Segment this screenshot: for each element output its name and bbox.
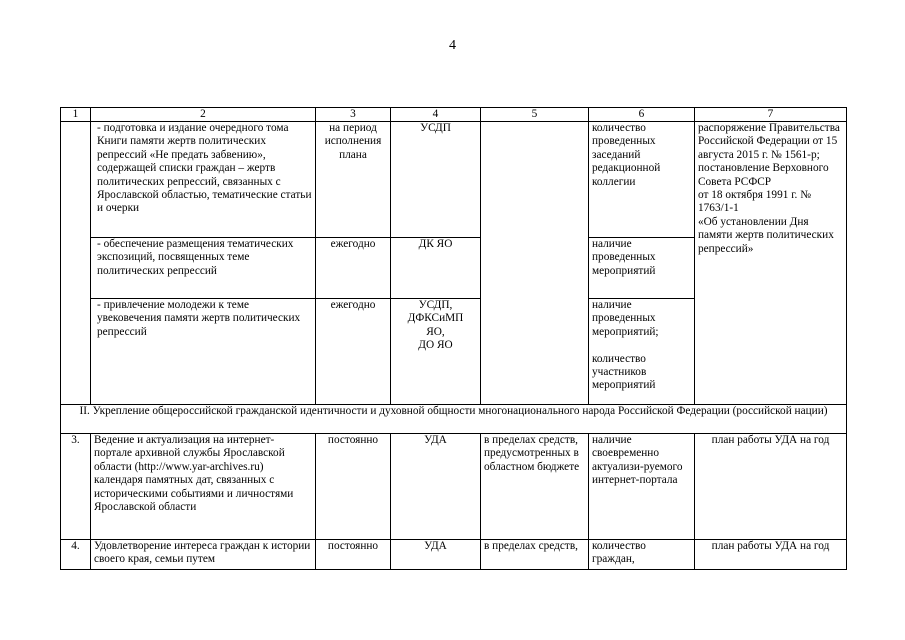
term-cell: постоянно bbox=[316, 434, 391, 540]
indicator-cell: наличие своевременно актуализи-руемого интернет-портала bbox=[589, 434, 695, 540]
term-cell: ежегодно bbox=[316, 299, 391, 405]
funding-cell bbox=[481, 122, 589, 405]
activity-cell: - привлечение молодежи к теме увековечения памяти жертв политических репрессий bbox=[91, 299, 316, 405]
activity-cell: Ведение и актуализация на интернет-портале архивной службы Ярославской области (http://www.yar-archives.ru) календаря памятных дат, связанных с историческими событиями и личностями Ярославской области bbox=[91, 434, 316, 540]
table-row bbox=[61, 540, 847, 570]
section-title: II. Укрепление общероссийской гражданской идентичности и духовной общности многонационального народа Российской Федерации (российской нации) bbox=[61, 405, 847, 434]
header-cell: 6 bbox=[589, 108, 695, 122]
term-cell: постоянно bbox=[316, 540, 391, 570]
header-cell: 1 bbox=[61, 108, 91, 122]
table-row bbox=[61, 122, 847, 238]
executor-cell: УДА bbox=[391, 434, 481, 540]
section-row bbox=[61, 405, 847, 434]
plan-table bbox=[60, 107, 847, 570]
funding-cell: в пределах средств, предусмотренных в областном бюджете bbox=[481, 434, 589, 540]
header-cell: 3 bbox=[316, 108, 391, 122]
basis-cell: план работы УДА на год bbox=[695, 540, 847, 570]
table-row bbox=[61, 434, 847, 540]
header-cell: 2 bbox=[91, 108, 316, 122]
page-number: 4 bbox=[449, 38, 456, 53]
activity-cell: - обеспечение размещения тематических экспозиций, посвященных теме политических репрессий bbox=[91, 238, 316, 299]
indicator-cell: наличие проведенных мероприятий bbox=[589, 238, 695, 299]
activity-cell: Удовлетворение интереса граждан к истории своего края, семьи путем bbox=[91, 540, 316, 570]
executor-cell: УДА bbox=[391, 540, 481, 570]
indicator-cell: количество проведенных заседаний редакционной коллегии bbox=[589, 122, 695, 238]
executor-cell: УСДП bbox=[391, 122, 481, 238]
term-cell: на период исполнения плана bbox=[316, 122, 391, 238]
indicator-cell: количество граждан, bbox=[589, 540, 695, 570]
executor-cell: ДК ЯО bbox=[391, 238, 481, 299]
header-row bbox=[61, 108, 847, 122]
number-cell bbox=[61, 122, 91, 405]
term-cell: ежегодно bbox=[316, 238, 391, 299]
header-cell: 5 bbox=[481, 108, 589, 122]
number-cell: 4. bbox=[61, 540, 91, 570]
indicator-cell: наличие проведенных мероприятий; количество участников мероприятий bbox=[589, 299, 695, 405]
number-cell: 3. bbox=[61, 434, 91, 540]
executor-cell: УСДП, ДФКСиМП ЯО, ДО ЯО bbox=[391, 299, 481, 405]
header-cell: 7 bbox=[695, 108, 847, 122]
funding-cell: в пределах средств, bbox=[481, 540, 589, 570]
activity-cell: - подготовка и издание очередного тома Книги памяти жертв политических репрессий «Не предать забвению», содержащей списки граждан – жертв политических репрессий, связанных с Ярославской областью, тематические статьи и очерки bbox=[91, 122, 316, 238]
basis-cell: распоряжение Правительства Российской Федерации от 15 августа 2015 г. № 1561-р; постановление Верховного Совета РСФСР от 18 октября 1991 г. № 1763/1-1 «Об установлении Дня памяти жертв политических репрессий» bbox=[695, 122, 847, 405]
basis-cell: план работы УДА на год bbox=[695, 434, 847, 540]
header-cell: 4 bbox=[391, 108, 481, 122]
